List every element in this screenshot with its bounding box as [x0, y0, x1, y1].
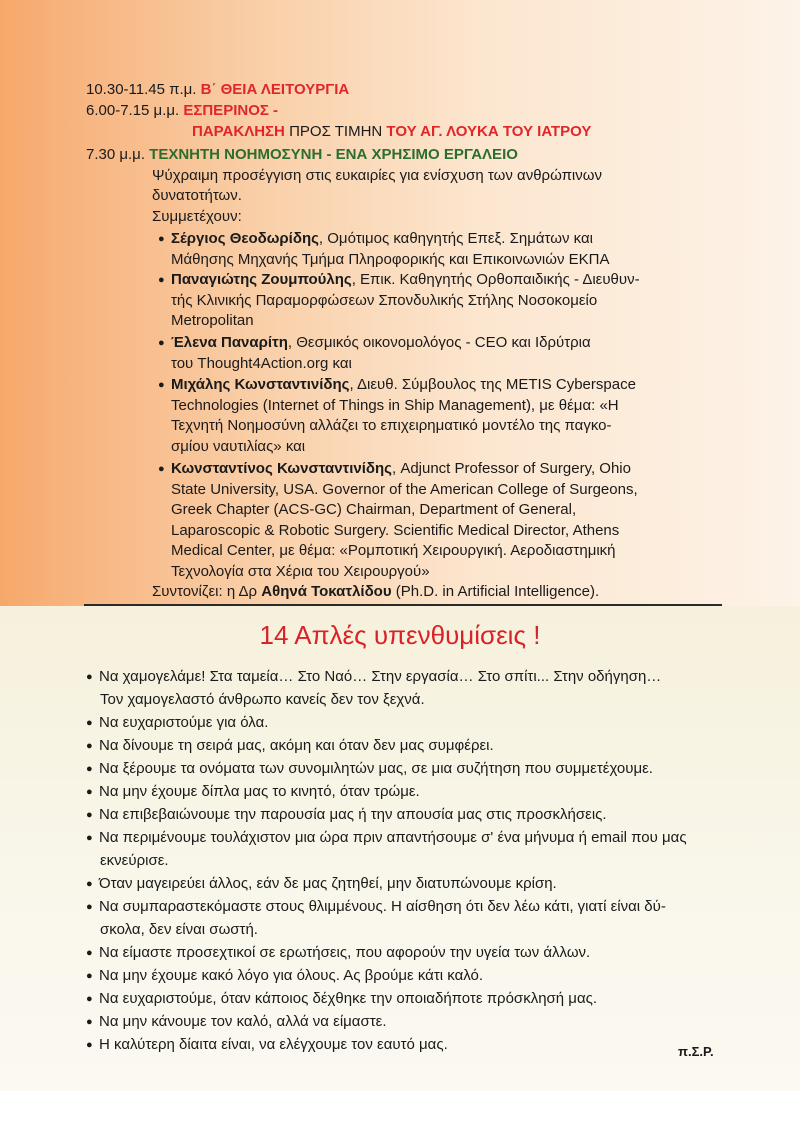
talk-description-cont: δυνατοτήτων.: [152, 187, 242, 204]
vespers-paraklisi: [192, 122, 591, 142]
participants-label: Συμμετέχουν:: [152, 208, 242, 225]
participant-role: , Θεσμικός οικονομολόγος - CEO και Ιδρύτρια: [287, 334, 591, 351]
moderator-prefix: Συντονίζει: η Δρ: [152, 583, 258, 600]
participant-name: Σέργιος Θεοδωρίδης: [171, 230, 319, 247]
participant-name: Κωνσταντίνος Κωνσταντινίδης: [171, 460, 392, 477]
participant-item: [171, 459, 631, 479]
reminder-item: Να επιβεβαιώνουμε την παρουσία μας ή την απουσία μας στις προσκλήσεις.: [99, 806, 607, 823]
reminder-bullet-icon: ●: [86, 1016, 93, 1028]
participant-name: Παναγιώτης Ζουμπούλης: [171, 271, 352, 288]
reminder-item: Να συμπαραστεκόμαστε στους θλιμμένους. Η αίσθηση ότι δεν λέω κάτι, γιατί είναι δύ-: [99, 898, 666, 915]
participant-item-cont: Μάθησης Μηχανής Τμήμα Πληροφορικής και Επικοινωνιών ΕΚΠΑ: [171, 250, 610, 268]
reminder-item: Να ευχαριστούμε, όταν κάποιος δέχθηκε την οποιαδήποτε πρόσκλησή μας.: [99, 990, 598, 1007]
participant-bullet-icon: ●: [158, 463, 165, 475]
reminder-bullet-icon: ●: [86, 740, 93, 752]
reminder-item: Να δίνουμε τη σειρά μας, ακόμη και όταν δεν μας συμφέρει.: [99, 737, 494, 754]
participant-item-cont: Technologies (Internet of Things in Ship Management), με θέμα: «Η: [171, 396, 619, 414]
participant-name: Έλενα Παναρίτη: [171, 334, 288, 351]
participant-bullet-icon: ●: [158, 337, 165, 349]
participant-item-cont: σμίου ναυτιλίας» και: [171, 437, 306, 455]
participant-item-cont: Τεχνητή Νοημοσύνη αλλάζει το επιχειρηματικό μοντέλο της παγκο-: [171, 417, 612, 435]
reminder-bullet-icon: ●: [86, 878, 93, 890]
signature: π.Σ.Ρ.: [678, 1044, 714, 1059]
vespers-title: ΕΣΠΕΡΙΝΟΣ -: [183, 102, 279, 119]
reminder-item: Να μην έχουμε δίπλα μας το κινητό, όταν τρώμε.: [99, 783, 420, 800]
moderator-name: Αθηνά Τοκατλίδου: [261, 583, 392, 600]
reminder-bullet-icon: ●: [86, 1039, 93, 1051]
reminder-bullet-icon: ●: [86, 993, 93, 1005]
schedule-vespers: [86, 101, 278, 121]
talk-description: Ψύχραιμη προσέγγιση στις ευκαιρίες για ενίσχυση των ανθρώπινων: [152, 167, 602, 184]
reminder-item-cont: Τον χαμογελαστό άνθρωπο κανείς δεν τον ξεχνά.: [100, 691, 425, 708]
reminder-bullet-icon: ●: [86, 947, 93, 959]
participant-role: , Διευθ. Σύμβουλος της METIS Cyberspace: [349, 376, 636, 393]
talk-title: ΤΕΧΝΗΤΗ ΝΟΗΜΟΣΥΝΗ - ΕΝΑ ΧΡΗΣΙΜΟ ΕΡΓΑΛΕΙΟ: [149, 146, 518, 163]
reminder-item: Να ευχαριστούμε για όλα.: [99, 714, 269, 731]
section-divider: [84, 604, 722, 606]
reminder-bullet-icon: ●: [86, 763, 93, 775]
reminder-bullet-icon: ●: [86, 671, 93, 683]
reminder-bullet-icon: ●: [86, 717, 93, 729]
participant-item-cont: τής Κλινικής Παραμορφώσεων Σπονδυλικής Στήλης Νοσοκομείο: [171, 291, 598, 309]
participant-role: , Adjunct Professor of Surgery, Ohio: [391, 460, 631, 477]
participant-item-cont: Laparoscopic & Robotic Surgery. Scientific Medical Director, Athens: [171, 521, 620, 539]
talk-time: 7.30 μ.μ.: [86, 146, 145, 163]
reminders-heading: 14 Απλές υπενθυμίσεις !: [259, 620, 541, 650]
reminder-item-cont: εκνεύρισε.: [100, 852, 169, 869]
reminder-bullet-icon: ●: [86, 832, 93, 844]
vespers-time: 6.00-7.15 μ.μ.: [86, 102, 180, 119]
reminder-item: Να χαμογελάμε! Στα ταμεία… Στο Ναό… Στην εργασία… Στο σπίτι... Στην οδήγηση…: [99, 668, 662, 685]
schedule-talk: [86, 145, 518, 165]
reminder-bullet-icon: ●: [86, 901, 93, 913]
vespers-saint-name: ΤΟΥ ΑΓ. ΛΟΥΚΑ ΤΟΥ ΙΑΤΡΟΥ: [386, 123, 592, 140]
participant-bullet-icon: ●: [158, 379, 165, 391]
participant-item: [171, 375, 636, 395]
participant-item-cont: Τεχνολογία στα Χέρια του Χειρουργού»: [171, 563, 430, 580]
reminder-item: Να περιμένουμε τουλάχιστον μια ώρα πριν απαντήσουμε σ' ένα μήνυμα ή email που μας: [99, 829, 687, 846]
participant-item-cont: Metropolitan: [171, 312, 254, 330]
reminder-item: Να ξέρουμε τα ονόματα των συνομιλητών μας, σε μια συζήτηση που συμμετέχουμε.: [99, 760, 653, 777]
liturgy-title: Β΄ ΘΕΙΑ ΛΕΙΤΟΥΡΓΙΑ: [200, 81, 350, 98]
reminder-item: Να είμαστε προσεχτικοί σε ερωτήσεις, που αφορούν την υγεία των άλλων.: [99, 944, 591, 961]
participant-item: [171, 229, 593, 249]
vespers-paraklisi-title: ΠΑΡΑΚΛΗΣΗ: [192, 123, 285, 140]
participant-item-cont: Medical Center, με θέμα: «Ρομποτική Χειρουργική. Αεροδιαστημική: [171, 542, 616, 560]
reminder-bullet-icon: ●: [86, 786, 93, 798]
reminder-item: Η καλύτερη δίαιτα είναι, να ελέγχουμε τον εαυτό μας.: [99, 1036, 448, 1053]
participant-item: [171, 270, 640, 290]
reminder-item: Όταν μαγειρεύει άλλος, εάν δε μας ζητηθεί, μην διατυπώνουμε κρίση.: [99, 875, 557, 892]
schedule-liturgy: [86, 80, 349, 100]
reminder-item: Να μην έχουμε κακό λόγο για όλους. Ας βρούμε κάτι καλό.: [99, 967, 484, 984]
moderator-suffix: (Ph.D. in Artificial Intelligence).: [395, 583, 600, 600]
moderator-line: [152, 582, 599, 602]
participant-role: , Επικ. Καθηγητής Ορθοπαιδικής - Διευθυν-: [351, 271, 640, 288]
vespers-honor-text: ΠΡΟΣ ΤΙΜΗΝ: [289, 123, 383, 140]
reminder-item-cont: σκολα, δεν είναι σωστή.: [100, 921, 258, 938]
reminder-bullet-icon: ●: [86, 809, 93, 821]
participant-item-cont: του Thought4Action.org και: [171, 354, 352, 372]
participant-item-cont: Greek Chapter (ACS-GC) Chairman, Department of General,: [171, 501, 577, 519]
reminder-bullet-icon: ●: [86, 970, 93, 982]
reminder-item: Να μην κάνουμε τον καλό, αλλά να είμαστε.: [99, 1013, 387, 1030]
participant-item: [171, 333, 591, 353]
participant-item-cont: State University, USA. Governor of the American College of Surgeons,: [171, 480, 638, 498]
liturgy-time: 10.30-11.45 π.μ.: [86, 81, 197, 98]
participant-bullet-icon: ●: [158, 233, 165, 245]
participant-name: Μιχάλης Κωνσταντινίδης: [171, 376, 350, 393]
participant-role: , Ομότιμος καθηγητής Επεξ. Σημάτων και: [318, 230, 593, 247]
participant-bullet-icon: ●: [158, 274, 165, 286]
